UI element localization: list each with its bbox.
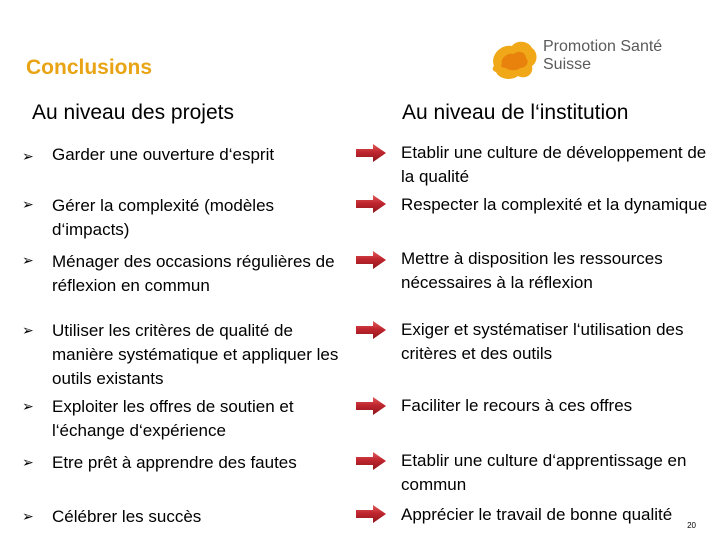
logo-flame-icon — [488, 36, 540, 84]
right-item: Etablir une culture d‘apprentissage en commun — [401, 451, 687, 494]
red-arrow-icon — [356, 251, 386, 269]
left-item: Gérer la complexité (modèles d‘impacts) — [52, 196, 275, 239]
arrowhead-bullet-icon: ➢ — [22, 148, 34, 164]
left-item: Utiliser les critères de qualité de manière systématique et appliquer les outils existants — [52, 321, 339, 388]
right-item: Apprécier le travail de bonne qualité — [401, 505, 673, 524]
right-column-heading: Au niveau de l‘institution — [402, 101, 629, 124]
left-column-heading: Au niveau des projets — [32, 101, 234, 124]
left-item: Exploiter les offres de soutien et l‘échange d‘expérience — [52, 397, 294, 440]
right-item: Faciliter le recours à ces offres — [401, 396, 633, 415]
right-item: Etablir une culture de développement de la qualité — [401, 143, 707, 186]
arrowhead-bullet-icon: ➢ — [22, 454, 34, 470]
arrowhead-bullet-icon: ➢ — [22, 252, 34, 268]
slide-title: Conclusions — [26, 56, 153, 79]
logo-line-2: Suisse — [543, 56, 592, 73]
red-arrow-icon — [356, 505, 386, 523]
arrowhead-bullet-icon: ➢ — [22, 196, 34, 212]
left-item: Célébrer les succès — [52, 507, 202, 526]
left-item: Garder une ouverture d‘esprit — [52, 145, 275, 164]
promotion-sante-logo — [488, 36, 688, 84]
right-item: Respecter la complexité et la dynamique — [401, 195, 708, 214]
logo-line-1: Promotion Santé — [543, 38, 663, 55]
left-item: Ménager des occasions régulières de réflexion en commun — [52, 252, 335, 295]
right-item: Mettre à disposition les ressources nécessaires à la réflexion — [401, 249, 663, 292]
left-item: Etre prêt à apprendre des fautes — [52, 453, 297, 472]
red-arrow-icon — [356, 195, 386, 213]
red-arrow-icon — [356, 321, 386, 339]
page-number: 20 — [687, 521, 696, 530]
arrowhead-bullet-icon: ➢ — [22, 398, 34, 414]
red-arrow-icon — [356, 397, 386, 415]
red-arrow-icon — [356, 144, 386, 162]
arrowhead-bullet-icon: ➢ — [22, 508, 34, 524]
red-arrow-icon — [356, 452, 386, 470]
right-item: Exiger et systématiser l‘utilisation des critères et des outils — [401, 320, 684, 363]
arrowhead-bullet-icon: ➢ — [22, 322, 34, 338]
